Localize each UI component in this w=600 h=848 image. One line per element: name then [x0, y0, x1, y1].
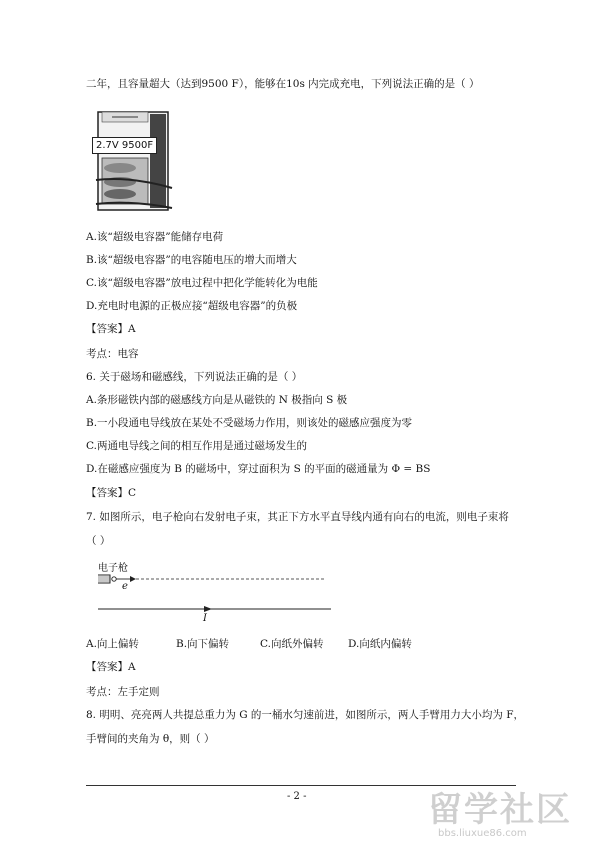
q7-option-b: B.向下偏转 — [176, 638, 230, 650]
q6-answer: 【答案】C — [86, 487, 137, 499]
q7-option-c: C.向纸外偏转 — [260, 638, 324, 650]
q6-option-b: B.一小段通电导线放在某处不受磁场力作用，则该处的磁感应强度为零 — [86, 417, 413, 429]
q8-stem-line2: 手臂间的夹角为 θ，则（ ） — [86, 733, 215, 745]
q7-point: 考点：左手定则 — [86, 686, 160, 698]
q5-option-c: C.该“超级电容器”放电过程中把化学能转化为电能 — [86, 277, 318, 289]
q6-option-d: D.在磁感应强度为 B 的磁场中，穿过面积为 S 的平面的磁通量为 Φ = BS — [86, 463, 431, 475]
q7-answer: 【答案】A — [86, 661, 136, 673]
q7-figure — [96, 559, 336, 629]
watermark — [428, 782, 572, 839]
electron-wire-diagram — [96, 559, 336, 629]
q5-answer: 【答案】A — [86, 323, 136, 335]
q6-option-c: C.两通电导线之间的相互作用是通过磁场发生的 — [86, 440, 307, 452]
watermark-url: bbs.liuxue86.com — [438, 828, 527, 839]
q7-stem-line1: 7. 如图所示，电子枪向右发射电子束，其正下方水平直导线内通有向右的电流，则电子束将 — [86, 511, 509, 523]
q5-stem: 二年，且容量超大（达到9500 F），能够在10s 内完成充电，下列说法正确的是（ ） — [86, 78, 480, 90]
q5-option-a: A.该“超级电容器”能储存电荷 — [86, 231, 224, 243]
electron-label: e — [122, 581, 128, 592]
page-number: - 2 - — [287, 791, 307, 802]
q7-option-a: A.向上偏转 — [86, 638, 139, 650]
q7-stem-line2: （ ） — [86, 535, 111, 547]
q6-stem: 6. 关于磁场和磁感线，下列说法正确的是（ ） — [86, 371, 303, 383]
supercapacitor-figure — [90, 108, 176, 216]
q5-option-d: D.充电时电源的正极应接“超级电容器”的负极 — [86, 300, 298, 312]
current-label: I — [203, 613, 207, 624]
q7-option-d: D.向纸内偏转 — [348, 638, 412, 650]
capacitor-rating-label: 2.7V 9500F — [92, 137, 157, 154]
q6-option-a: A.条形磁铁内部的磁感线方向是从磁铁的 N 极指向 S 极 — [86, 394, 348, 406]
watermark-logo-text: 留学社区 — [428, 790, 572, 830]
q5-point: 考点：电容 — [86, 348, 139, 360]
electron-gun-label: 电子枪 — [98, 563, 128, 574]
q5-option-b: B.该“超级电容器”的电容随电压的增大而增大 — [86, 254, 297, 266]
q8-stem-line1: 8. 明明、亮亮两人共提总重力为 G 的一桶水匀速前进，如图所示，两人手臂用力大小均为 F， — [86, 709, 525, 721]
